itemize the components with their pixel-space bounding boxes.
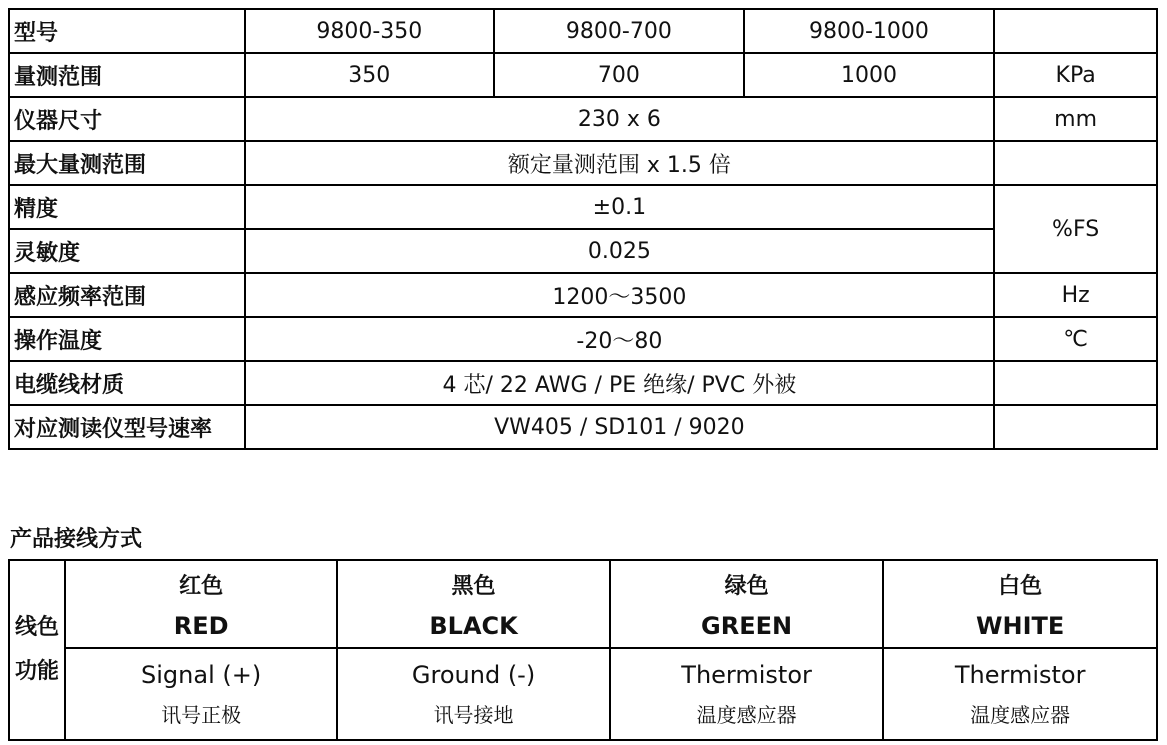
spec-unit: mm [994,97,1157,141]
spec-unit: ℃ [994,317,1157,361]
spec-row-temperature [9,317,1157,361]
spec-value: 额定量测范围 x 1.5 倍 [245,141,995,185]
spec-unit: Hz [994,273,1157,317]
wire-color-black [337,560,609,648]
spec-row-size [9,97,1157,141]
wire-color-cn: 白色 [998,573,1043,599]
wire-color-red [65,560,337,648]
wire-color-cn: 红色 [179,573,224,599]
spec-label: 精度 [9,185,245,229]
spec-value: 700 [494,53,744,97]
spec-value: ±0.1 [245,185,995,229]
spec-value: 9800-1000 [744,9,995,53]
wire-color-en: GREEN [701,611,793,640]
spec-value: 230 x 6 [245,97,995,141]
spec-value: 9800-700 [494,9,744,53]
wire-function-cn: 温度感应器 [696,702,797,727]
wire-function-black [337,648,609,740]
spec-label: 灵敏度 [9,229,245,273]
spec-row-sensitivity [9,229,1157,273]
spec-label: 对应测读仪型号速率 [9,405,245,449]
wiring-table [8,559,1158,741]
spec-label: 型号 [9,9,245,53]
wire-function-en: Signal (+) [141,660,262,689]
wiring-side-label [9,560,65,740]
spec-row-range [9,53,1157,97]
spec-label: 最大量测范围 [9,141,245,185]
wire-function-en: Thermistor [954,660,1086,689]
spec-unit: KPa [994,53,1157,97]
wire-function-cn: 温度感应器 [970,702,1071,727]
spec-row-cable [9,361,1157,405]
wire-color-en: BLACK [429,611,518,640]
wire-color-cn: 绿色 [724,573,769,599]
spec-value: -20～80 [245,317,995,361]
wire-color-en: WHITE [976,611,1065,640]
spec-value: 9800-350 [245,9,495,53]
wire-color-white [883,560,1157,648]
wiring-color-row [9,560,1157,648]
wire-function-cn: 讯号正极 [161,702,242,727]
spec-value: 350 [245,53,495,97]
wire-color-green [610,560,884,648]
spec-unit [994,9,1157,53]
spec-label: 电缆线材质 [9,361,245,405]
spec-unit [994,141,1157,185]
wire-color-cn: 黑色 [451,573,496,599]
wire-function-en: Ground (-) [411,660,536,689]
spec-row-precision [9,185,1157,229]
wiring-section-title: 产品接线方式 [10,527,143,552]
spec-label: 感应频率范围 [9,273,245,317]
spec-row-reader [9,405,1157,449]
spec-value: VW405 / SD101 / 9020 [245,405,995,449]
spec-row-frequency [9,273,1157,317]
spec-row-model [9,9,1157,53]
spec-value: 0.025 [245,229,995,273]
wire-function-green [610,648,884,740]
spec-label: 操作温度 [9,317,245,361]
spec-row-max-range [9,141,1157,185]
wire-function-cn: 讯号接地 [433,702,514,727]
spec-unit-merged: %FS [994,185,1157,273]
wire-function-en: Thermistor [681,660,812,689]
wire-function-white [883,648,1157,740]
spec-unit [994,405,1157,449]
side-label-color: 线色 [14,615,59,640]
spec-label: 仪器尺寸 [9,97,245,141]
spec-label: 量测范围 [9,53,245,97]
wire-color-en: RED [173,611,229,640]
side-label-function: 功能 [14,659,59,684]
spec-value: 4 芯/ 22 AWG / PE 绝缘/ PVC 外被 [245,361,995,405]
spec-unit [994,361,1157,405]
spec-table [8,8,1158,450]
spec-value: 1200～3500 [245,273,995,317]
spec-value: 1000 [744,53,995,97]
wiring-function-row [9,648,1157,740]
wire-function-red [65,648,337,740]
